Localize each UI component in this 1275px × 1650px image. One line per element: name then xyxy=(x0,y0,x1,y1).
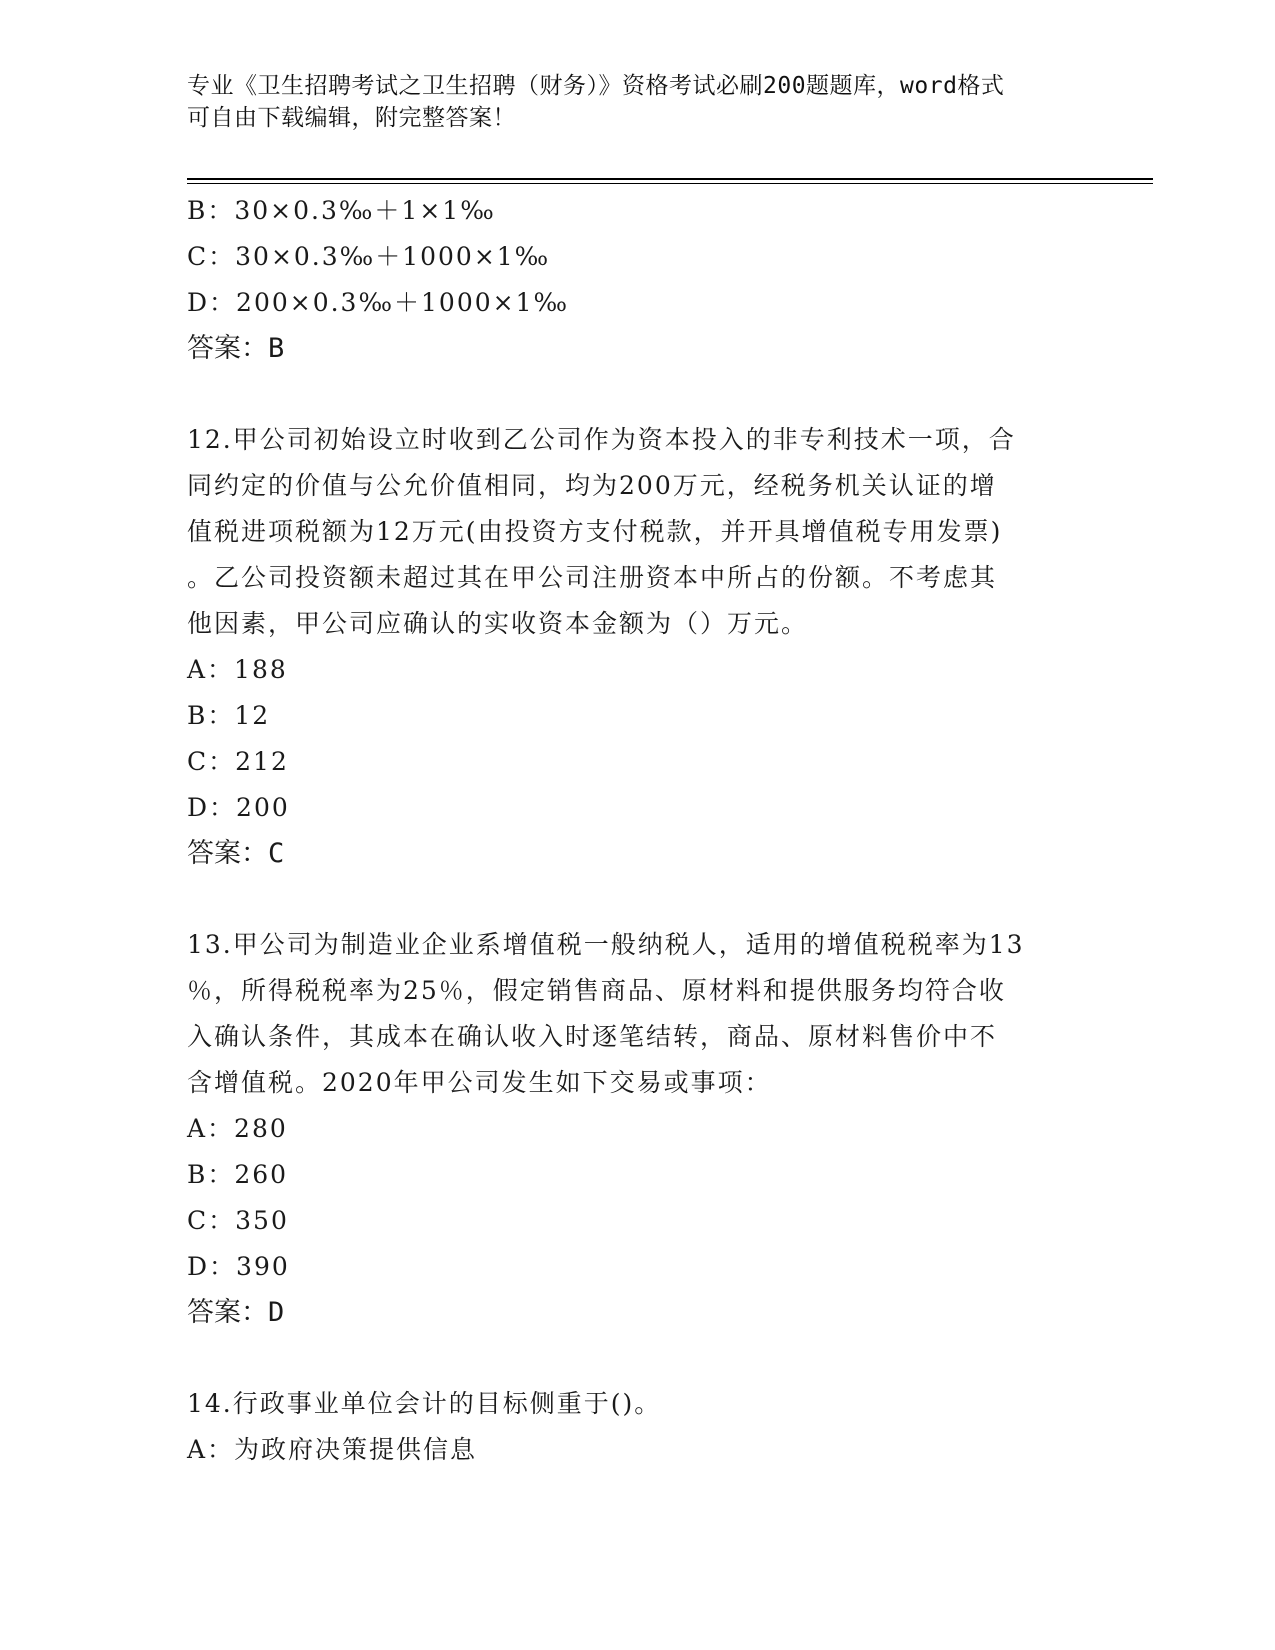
option-b: B：30×0.3‰＋1×1‰ xyxy=(187,196,496,225)
header-divider-thin xyxy=(187,183,1153,184)
option-b: B：260 xyxy=(187,1160,289,1189)
question-13 xyxy=(187,922,1087,1336)
option-b: B：12 xyxy=(187,701,271,730)
header-divider-thick xyxy=(187,178,1153,180)
option-d: D：390 xyxy=(187,1252,290,1281)
question-text-line: 入确认条件，其成本在确认收入时逐笔结转，商品、原材料售价中不 xyxy=(187,1022,998,1051)
question-14 xyxy=(187,1381,1087,1473)
question-list xyxy=(187,188,1087,1473)
question-spacer xyxy=(187,877,1087,922)
document-header xyxy=(187,70,1087,134)
question-text-line: 同约定的价值与公允价值相同，均为200万元，经税务机关认证的增 xyxy=(187,471,997,500)
header-title-line-1: 专业《卫生招聘考试之卫生招聘（财务）》资格考试必刷200题题库，word格式 xyxy=(187,73,1005,99)
answer-line: 答案：B xyxy=(187,333,285,364)
option-c: C：350 xyxy=(187,1206,289,1235)
question-text-line: 13.甲公司为制造业企业系增值税一般纳税人，适用的增值税税率为13 xyxy=(187,930,1025,959)
option-a: A：280 xyxy=(187,1114,288,1143)
question-text-line: 值税进项税额为12万元(由投资方支付税款，并开具增值税专用发票) xyxy=(187,517,1003,546)
question-spacer xyxy=(187,372,1087,417)
option-d: D：200 xyxy=(187,793,290,822)
question-text-line: 。乙公司投资额未超过其在甲公司注册资本中所占的份额。不考虑其 xyxy=(187,563,998,592)
question-12 xyxy=(187,417,1087,877)
question-11 xyxy=(187,188,1087,372)
question-spacer xyxy=(187,1336,1087,1381)
option-a: A：为政府决策提供信息 xyxy=(187,1435,478,1464)
option-c: C：30×0.3‰＋1000×1‰ xyxy=(187,242,551,271)
option-a: A：188 xyxy=(187,655,288,684)
question-text-line: 他因素，甲公司应确认的实收资本金额为（）万元。 xyxy=(187,609,809,638)
option-c: C：212 xyxy=(187,747,289,776)
question-text-line: ％，所得税税率为25％，假定销售商品、原材料和提供服务均符合收 xyxy=(187,976,1006,1005)
question-text-line: 12.甲公司初始设立时收到乙公司作为资本投入的非专利技术一项，合 xyxy=(187,425,1016,454)
question-text-line: 14.行政事业单位会计的目标侧重于()。 xyxy=(187,1389,662,1418)
answer-line: 答案：C xyxy=(187,838,285,869)
header-title-line-2: 可自由下载编辑，附完整答案！ xyxy=(187,105,516,131)
option-d: D：200×0.3‰＋1000×1‰ xyxy=(187,288,570,317)
question-text-line: 含增值税。2020年甲公司发生如下交易或事项： xyxy=(187,1068,772,1097)
answer-line: 答案：D xyxy=(187,1297,285,1328)
